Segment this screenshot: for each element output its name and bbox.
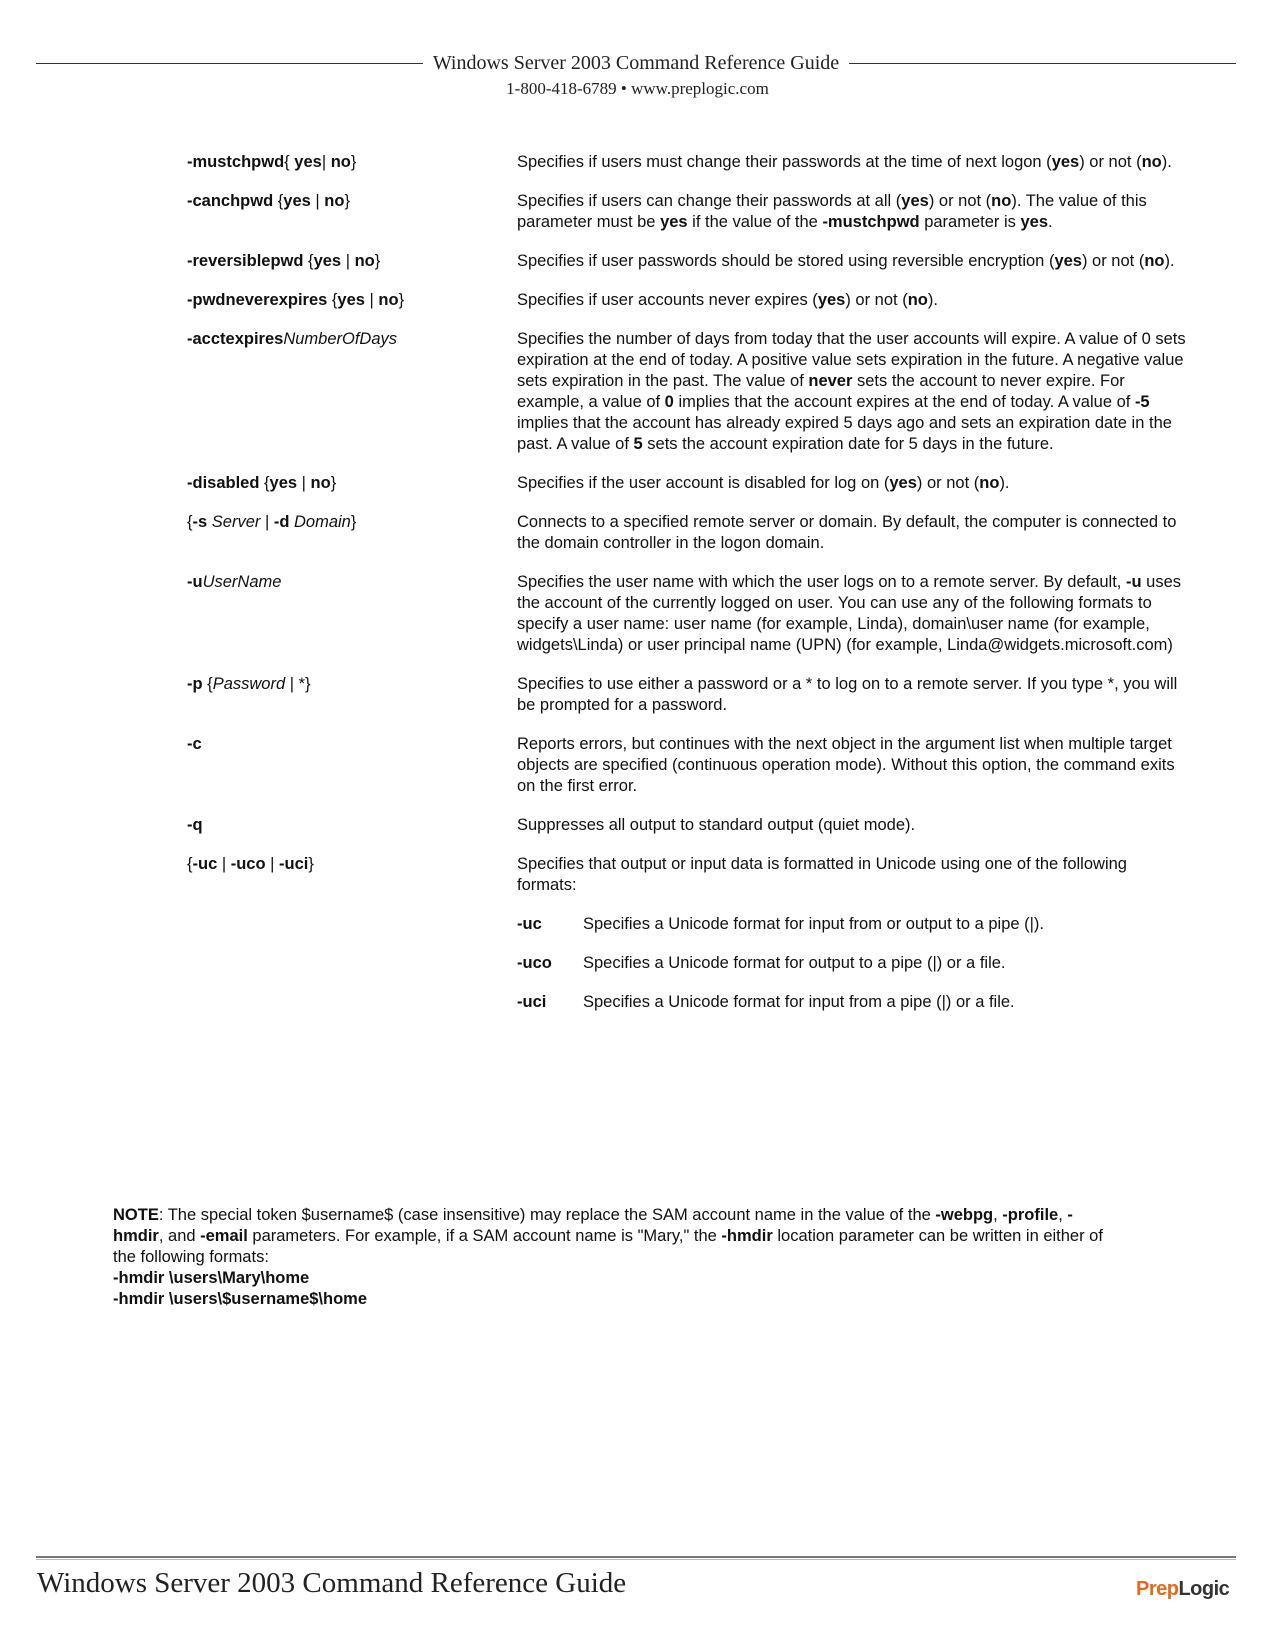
text-run: uses the account of the currently logged on user. You can use any of the following formats to specify a user name: user name (for example, Linda), domain\user name (for example, widgets\Linda) or user principal name (UPN) (for example, Linda@widgets.microsoft.com) — [517, 573, 1181, 654]
bold-text: -hmdir — [721, 1227, 773, 1245]
bold-text: -uci — [279, 855, 309, 873]
bold-text: yes — [889, 474, 917, 492]
text-run: , — [1058, 1206, 1068, 1224]
text-run: ). — [927, 291, 938, 309]
text-run: if the value of the — [687, 213, 823, 231]
parameter-row — [187, 152, 1187, 173]
bold-text: yes — [817, 291, 846, 309]
parameter-name — [187, 251, 517, 272]
bold-text: yes — [901, 192, 929, 210]
parameter-row — [187, 191, 1187, 233]
text-run: | — [341, 252, 355, 270]
text-run: { — [284, 153, 295, 171]
footer-title: Windows Server 2003 Command Reference Guide — [37, 1567, 627, 1599]
parameter-description — [517, 290, 1187, 311]
text-run: implies that the account has already expired 5 days ago and sets an expiration date in the past. A value of — [517, 414, 1172, 453]
text-run: Specifies if users can change their passwords at all ( — [517, 192, 902, 210]
bold-text: no — [1141, 153, 1162, 171]
text-run: ). — [1164, 252, 1175, 270]
logo-prep: Prep — [1136, 1578, 1179, 1600]
text-run: ) or not ( — [1079, 153, 1142, 171]
parameter-name — [187, 512, 517, 554]
unicode-format-row — [517, 992, 1187, 1013]
text-run: ). — [999, 474, 1010, 492]
text-run: } — [350, 513, 357, 531]
text-run: Specifies if users must change their passwords at the time of next logon ( — [517, 153, 1052, 171]
bold-text: -reversiblepwd — [187, 252, 304, 270]
text-run: | — [310, 192, 325, 210]
text-run: } — [398, 291, 405, 309]
text-run: Suppresses all output to standard output (quiet mode). — [517, 816, 916, 834]
text-run: parameters. For example, if a SAM account name is "Mary," the — [247, 1227, 722, 1245]
text-run: Specifies the number of days from today that the user accounts will expire. A value of 0 sets expiration at the end of today. A positive value sets expiration in the future. A negative value sets expiration in the past. The value of — [517, 330, 1186, 390]
bold-text: -p — [187, 675, 203, 693]
preplogic-logo — [1136, 1578, 1229, 1601]
bold-text: NOTE — [113, 1206, 159, 1224]
text-run: } — [350, 153, 357, 171]
text-run: Specifies if user passwords should be stored using reversible encryption ( — [517, 252, 1055, 270]
text-run: Specifies if user accounts never expires ( — [517, 291, 818, 309]
bold-text: yes — [660, 213, 688, 231]
text-run: { — [259, 474, 270, 492]
bold-text: -disabled — [187, 474, 260, 492]
bold-text: yes — [1051, 153, 1080, 171]
header-rule-left — [36, 63, 423, 64]
bold-text: yes — [294, 153, 322, 171]
text-run: { — [187, 513, 193, 531]
text-run: implies that the account expires at the end of today. A value of — [673, 393, 1135, 411]
bold-text: -canchpwd — [187, 192, 274, 210]
parameter-row — [187, 674, 1187, 716]
text-run: { — [273, 192, 284, 210]
italic-text: NumberOfDays — [283, 330, 398, 348]
bold-text: no — [979, 474, 1000, 492]
text-run: | — [260, 513, 274, 531]
header-title: Windows Server 2003 Command Reference Guide — [432, 52, 840, 74]
parameter-row — [187, 734, 1187, 797]
bold-text: no — [330, 153, 351, 171]
bold-text: -5 — [1134, 393, 1150, 411]
parameter-name — [187, 572, 517, 656]
text-run: { — [187, 855, 193, 873]
bold-text: -hmdir — [113, 1206, 1073, 1245]
bold-text: -mustchpwd — [822, 213, 920, 231]
bold-text: no — [354, 252, 375, 270]
text-run: location parameter can be written in either of the following formats: — [113, 1227, 1103, 1266]
unicode-format-description: Specifies a Unicode format for output to a pipe (|) or a file. — [583, 954, 1006, 972]
bold-text: yes — [1020, 213, 1049, 231]
parameter-description — [517, 512, 1187, 554]
text-run: } — [374, 252, 381, 270]
page-header — [36, 52, 1236, 75]
bold-text: no — [907, 291, 928, 309]
parameter-row — [187, 572, 1187, 656]
italic-text: Password — [212, 675, 286, 693]
parameter-description — [517, 815, 1187, 836]
parameter-name — [187, 854, 517, 896]
parameter-row — [187, 329, 1187, 455]
text-run: . — [1048, 213, 1053, 231]
note-block — [113, 1205, 1113, 1310]
text-run: | — [364, 291, 379, 309]
parameter-description — [517, 251, 1187, 272]
text-run: | — [297, 474, 311, 492]
text-run: | — [321, 153, 331, 171]
header-contact: 1-800-418-6789 • www.preplogic.com — [506, 79, 769, 98]
text-run: Specifies to use either a password or a * to log on to a remote server. If you type *, you will be prompted for a password. — [517, 675, 1178, 714]
text-run: | — [217, 855, 231, 873]
bold-text: yes — [313, 252, 342, 270]
note-text — [113, 1205, 1113, 1268]
bold-text: -email — [200, 1227, 248, 1245]
text-run: ) or not ( — [916, 474, 980, 492]
text-run: ) or not ( — [845, 291, 908, 309]
text-run: , and — [158, 1227, 201, 1245]
parameter-name — [187, 473, 517, 494]
text-run: parameter is — [919, 213, 1021, 231]
logo-logic: Logic — [1178, 1578, 1230, 1600]
bold-text: -mustchpwd — [187, 153, 285, 171]
bold-text: -u — [1125, 573, 1142, 591]
unicode-format-row — [517, 953, 1187, 974]
bold-text: 5 — [633, 435, 643, 453]
bold-text: -d — [273, 513, 290, 531]
note-example: -hmdir \users\$username$\home — [113, 1290, 368, 1308]
text-run: Specifies if the user account is disabled for log on ( — [517, 474, 890, 492]
bold-text: -webpg — [935, 1206, 994, 1224]
text-run: { — [202, 675, 213, 693]
parameter-description — [517, 329, 1187, 455]
text-run: } — [330, 474, 337, 492]
parameter-row — [187, 473, 1187, 494]
text-run: sets the account expiration date for 5 days in the future. — [642, 435, 1054, 453]
parameter-table — [187, 152, 1187, 1031]
parameter-description — [517, 473, 1187, 494]
parameter-row — [187, 815, 1187, 836]
bold-text: -q — [187, 816, 203, 834]
bold-text: no — [324, 192, 345, 210]
unicode-format-name: -uci — [517, 993, 547, 1011]
text-run: | — [265, 855, 280, 873]
text-run: Connects to a specified remote server or domain. By default, the computer is connected to the domain controller in the logon domain. — [517, 513, 1177, 552]
bold-text: -uc — [192, 855, 218, 873]
text-run: Specifies that output or input data is formatted in Unicode using one of the following formats: — [517, 855, 1127, 894]
text-run: ) or not ( — [1081, 252, 1145, 270]
unicode-format-name: -uc — [517, 915, 542, 933]
text-run: , — [993, 1206, 1003, 1224]
text-run: sets the account to never expire. For example, a value of — [517, 372, 1125, 411]
parameter-description — [517, 572, 1187, 656]
bold-text: -c — [187, 735, 202, 753]
bold-text: -u — [187, 573, 203, 591]
bold-text: yes — [283, 192, 311, 210]
parameter-row — [187, 251, 1187, 272]
unicode-format-name: -uco — [517, 954, 552, 972]
parameter-row — [187, 854, 1187, 896]
parameter-name — [187, 674, 517, 716]
bold-text: -s — [192, 513, 208, 531]
note-example: -hmdir \users\Mary\home — [113, 1269, 310, 1287]
text-run: } — [344, 192, 350, 210]
bold-text: no — [1144, 252, 1165, 270]
bold-text: -profile — [1002, 1206, 1059, 1224]
unicode-format-description: Specifies a Unicode format for input from or output to a pipe (|). — [583, 915, 1045, 933]
bold-text: no — [310, 474, 331, 492]
text-run: ). The value of this parameter must be — [517, 192, 1147, 231]
header-rule-right — [849, 63, 1236, 64]
text-run: ). — [1161, 153, 1172, 171]
text-run: Reports errors, but continues with the next object in the argument list when multiple target objects are specified (continuous operation mode). Without this option, the command exits on the first error. — [517, 735, 1175, 795]
parameter-row — [187, 290, 1187, 311]
bold-text: no — [378, 291, 399, 309]
text-run: } — [308, 855, 314, 873]
bold-text: -uco — [230, 855, 266, 873]
bold-text: yes — [269, 474, 298, 492]
parameter-name — [187, 734, 517, 797]
parameter-description — [517, 674, 1187, 716]
parameter-description — [517, 152, 1187, 173]
unicode-format-row — [517, 914, 1187, 935]
parameter-description — [517, 854, 1187, 896]
parameter-name — [187, 191, 517, 233]
footer-rule — [36, 1556, 1236, 1560]
italic-text: UserName — [202, 573, 282, 591]
bold-text: -acctexpires — [187, 330, 284, 348]
text-run: Specifies the user name with which the user logs on to a remote server. By default, — [517, 573, 1126, 591]
parameter-description — [517, 734, 1187, 797]
parameter-name — [187, 290, 517, 311]
bold-text: yes — [1054, 252, 1082, 270]
italic-text: Server — [207, 513, 261, 531]
parameter-row — [187, 512, 1187, 554]
bold-text: never — [808, 372, 853, 390]
italic-text: Domain — [289, 513, 351, 531]
text-run: { — [303, 252, 314, 270]
text-run: | *} — [285, 675, 311, 693]
text-run: { — [327, 291, 338, 309]
parameter-name — [187, 329, 517, 455]
bold-text: yes — [337, 291, 365, 309]
unicode-format-description: Specifies a Unicode format for input from a pipe (|) or a file. — [583, 993, 1015, 1011]
text-run: ) or not ( — [928, 192, 992, 210]
bold-text: no — [991, 192, 1012, 210]
parameter-name — [187, 152, 517, 173]
parameter-description — [517, 191, 1187, 233]
bold-text: -pwdneverexpires — [187, 291, 328, 309]
parameter-name — [187, 815, 517, 836]
text-run: : The special token $username$ (case insensitive) may replace the SAM account name in the value of the — [158, 1206, 936, 1224]
bold-text: 0 — [664, 393, 674, 411]
